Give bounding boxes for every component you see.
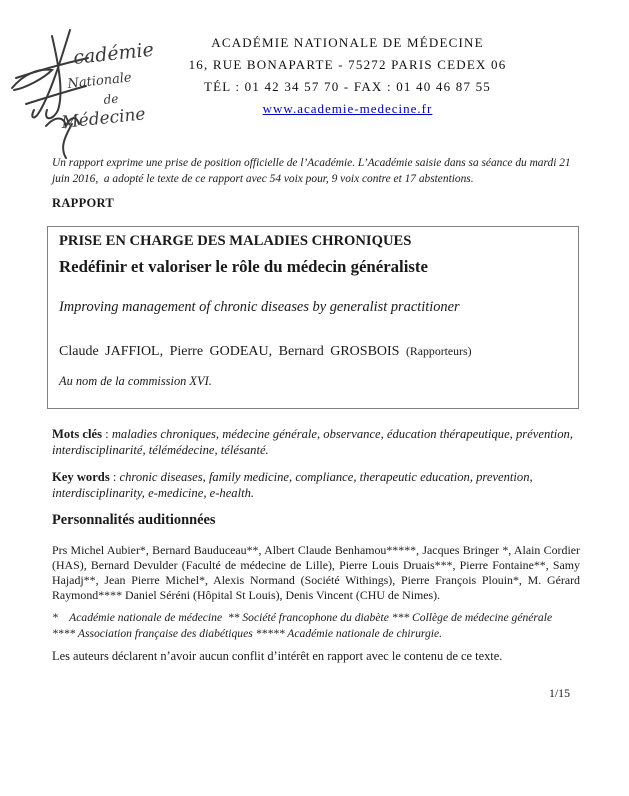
website-link[interactable]: www.academie-medecine.fr <box>262 101 433 116</box>
rapporteurs-label: (Rapporteurs) <box>405 344 472 358</box>
auditions-paragraph: Prs Michel Aubier*, Bernard Bauduceau**, Albert Claude Benhamou*****, Jacques Bringer *, Alain Cordier (HAS), Bernard Devulder (Faculté de médecine de Lille), Pierre Louis Druais***, Pierre Fontaine**, Samy Hajadj**, Jean Pierre Michel*, Alexis Normand (Société Withings), Pierre François Plouin*, M. Gérard Raymond**** Daniel Séréni (Hôpital St Louis), Denis Vincent (CHU de Nimes). <box>52 543 580 602</box>
adoption-notice: Un rapport exprime une prise de position officielle de l’Académie. L’Académie saisie dans sa séance du mardi 21 juin 2016, a adopté le texte de ce rapport avec 54 voix pour, 9 voix contre et 17 abstentions. <box>52 157 574 185</box>
org-phone-fax: TÉL : 01 42 34 57 70 - FAX : 01 40 46 87 55 <box>203 79 492 94</box>
page-number: 1/15 <box>549 686 570 700</box>
logo-word-medecine: Médecine <box>60 104 147 133</box>
report-title-en: Improving management of chronic diseases by generalist practitioner <box>59 299 460 315</box>
rapport-label: RAPPORT <box>52 196 115 210</box>
org-name: ACADÉMIE NATIONALE DE MÉDECINE <box>211 35 484 50</box>
keywords-fr <box>52 427 580 458</box>
footnote-line-1: * Académie nationale de médecine ** Société francophone du diabète *** Collège de médecine générale <box>52 611 553 624</box>
title-box <box>47 226 579 409</box>
logo-word-academie: cadémie <box>72 38 155 69</box>
footnote-line-2: **** Association française des diabétiques ***** Académie nationale de chirurgie. <box>52 626 443 640</box>
letterhead <box>150 32 545 120</box>
logo-word-nationale: Nationale <box>66 70 133 92</box>
keywords-fr-colon: : <box>102 427 112 441</box>
keywords-en-text: chronic diseases, family medicine, compliance, therapeutic education, prevention, interdisciplinarity, e-medicine, e-health. <box>52 470 533 500</box>
auditions-heading: Personnalités auditionnées <box>52 512 216 528</box>
authors-line <box>59 344 472 360</box>
report-subtitle-fr: Redéfinir et valoriser le rôle du médecin généraliste <box>59 257 428 276</box>
keywords-en-colon: : <box>109 470 120 484</box>
commission-line: Au nom de la commission XVI. <box>59 374 212 388</box>
keywords-en-label: Key words <box>52 470 110 484</box>
report-title-fr: PRISE EN CHARGE DES MALADIES CHRONIQUES <box>59 233 412 249</box>
logo-word-de: de <box>102 91 120 107</box>
keywords-fr-text: maladies chroniques, médecine générale, observance, éducation thérapeutique, prévention, interdisciplinarité, télémédecine, télésanté. <box>52 427 573 457</box>
authors-names: Claude JAFFIOL, Pierre GODEAU, Bernard GROSBOIS <box>59 344 406 359</box>
auditions-footnote <box>52 610 580 641</box>
keywords-en <box>52 470 580 501</box>
conflict-disclaimer: Les auteurs déclarent n’avoir aucun conflit d’intérêt en rapport avec le contenu de ce texte. <box>52 649 503 663</box>
org-address: 16, RUE BONAPARTE - 75272 PARIS CEDEX 06 <box>188 57 507 72</box>
keywords-fr-label: Mots clés <box>52 427 103 441</box>
